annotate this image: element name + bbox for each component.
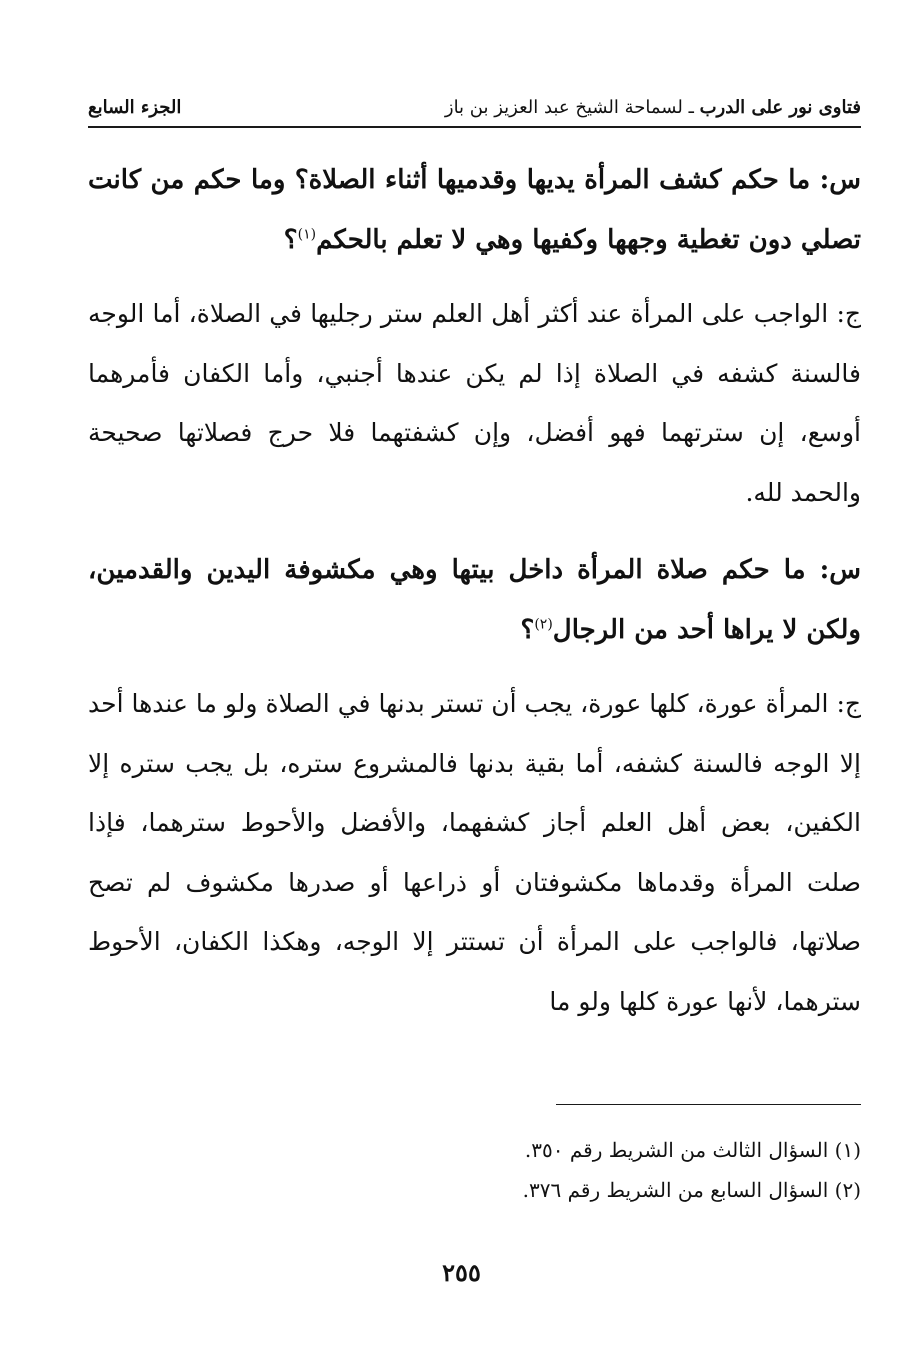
answer-label: ج: xyxy=(836,299,861,328)
answer-label: ج: xyxy=(836,689,862,718)
footnotes xyxy=(88,1130,861,1210)
question-text: ما حكم كشف المرأة يديها وقدميها أثناء الصلاة؟ وما حكم من كانت تصلي دون تغطية وجهها وكفيها وهي لا تعلم بالحكم xyxy=(88,165,861,255)
footnote-ref: (٢) xyxy=(534,616,553,633)
author-name: لسماحة الشيخ عبد العزيز بن باز xyxy=(444,96,683,118)
footnote-divider xyxy=(556,1104,861,1105)
footnote-ref: (١) xyxy=(297,226,317,243)
question-label: س: xyxy=(819,165,861,195)
answer-2 xyxy=(88,674,861,1031)
header-separator: ـ xyxy=(688,96,694,118)
question-text: ما حكم صلاة المرأة داخل بيتها وهي مكشوفة اليدين والقدمين، ولكن لا يراها أحد من الرجال xyxy=(88,555,861,645)
question-mark: ؟ xyxy=(520,615,535,645)
answer-text: المرأة عورة، كلها عورة، يجب أن تستر بدنها في الصلاة ولو ما عندها أحد إلا الوجه فالسنة كشفه، أما بقية بدنها فالمشروع ستره، بل يجب ستره إلا الكفين، بعض أهل العلم أجاز كشفهما، والأفضل والأحوط سترهما، فإذا صلت المرأة وقدماها مكشوفتان أو ذراعها أو صدرها مكشوف لم تصح صلاتها، فالواجب على المرأة أن تستتر إلا الوجه، وهكذا الكفان، الأحوط سترهما، لأنها عورة كلها ولو ما xyxy=(88,689,861,1016)
page-number: ٢٥٥ xyxy=(442,1258,481,1287)
question-2 xyxy=(88,540,861,660)
question-mark: ؟ xyxy=(283,225,298,255)
question-label: س: xyxy=(819,555,861,585)
footnote-2: (٢) السؤال السابع من الشريط رقم ٣٧٦. xyxy=(522,1178,861,1202)
footnote-1: (١) السؤال الثالث من الشريط رقم ٣٥٠. xyxy=(524,1138,861,1162)
page-body xyxy=(88,150,861,1031)
answer-text: الواجب على المرأة عند أكثر أهل العلم ستر رجليها في الصلاة، أما الوجه فالسنة كشفه في الصلاة إذا لم يكن عندها أجنبي، وأما الكفان فأمرهما أوسع، إن سترتهما فهو أفضل، وإن كشفتهما فلا حرج فصلاتها صحيحة والحمد لله. xyxy=(88,299,861,507)
answer-1 xyxy=(88,284,861,522)
book-title: فتاوى نور على الدرب xyxy=(699,96,861,118)
header-title-group xyxy=(445,97,861,118)
volume-label: الجزء السابع xyxy=(88,96,182,118)
question-1 xyxy=(88,150,861,270)
running-header xyxy=(88,88,861,128)
